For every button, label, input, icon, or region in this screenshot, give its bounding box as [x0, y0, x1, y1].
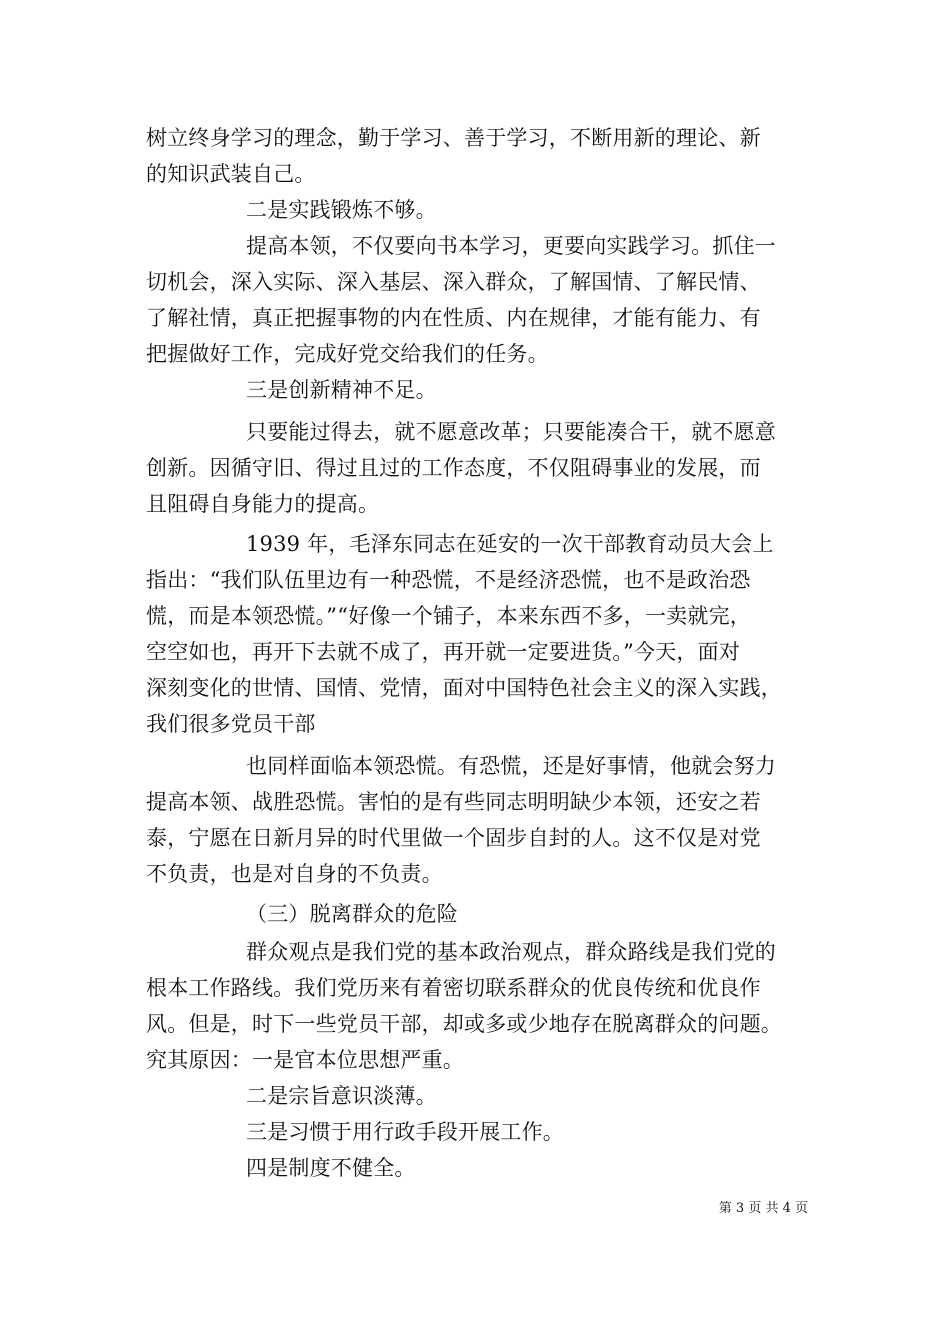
page-number-footer: 第 3 页 共 4 页 [718, 1201, 808, 1216]
body-text-line: 风。但是，时下一些党员干部，却或多或少地存在脱离群众的问题。 [146, 1012, 782, 1036]
section-subheading: 二是实践锻炼不够。 [246, 198, 437, 222]
body-text-line: 了解社情，真正把握事物的内在性质、内在规律，才能有能力、有 [146, 306, 761, 330]
body-text-line: 我们很多党员干部 [146, 712, 316, 736]
body-text-line: 指出：“我们队伍里边有一种恐慌，不是经济恐慌，也不是政治恐 [146, 568, 751, 592]
section-heading: （三）脱离群众的危险 [246, 902, 458, 926]
body-text-line: 只要能过得去，就不愿意改革；只要能凑合干，就不愿意 [246, 420, 776, 444]
body-text-line: 创新。因循守旧、得过且过的工作态度，不仅阻碍事业的发展，而 [146, 456, 761, 480]
body-text-line: 提高本领、战胜恐慌。害怕的是有些同志明明缺少本领，还安之若 [146, 790, 761, 814]
body-text-line: 深刻变化的世情、国情、党情，面对中国特色社会主义的深入实践， [146, 676, 782, 700]
body-text-line: 且阻碍自身能力的提高。 [146, 492, 380, 516]
body-text-line: 群众观点是我们党的基本政治观点，群众路线是我们党的 [246, 940, 776, 964]
body-text-line: 提高本领，不仅要向书本学习，更要向实践学习。抓住一 [246, 234, 776, 258]
body-text-line: 慌，而是本领恐慌。”“好像一个铺子，本来东西不多，一卖就完， [146, 604, 751, 628]
body-text-line: 泰，宁愿在日新月异的时代里做一个固步自封的人。这不仅是对党 [146, 826, 761, 850]
body-text-line: 把握做好工作，完成好党交给我们的任务。 [146, 342, 549, 366]
body-text-line: 切机会，深入实际、深入基层、深入群众，了解国情、了解民情、 [146, 270, 761, 294]
body-text-line: 空空如也，再开下去就不成了，再开就一定要进货。”今天，面对 [146, 640, 741, 664]
section-subheading: 三是习惯于用行政手段开展工作。 [246, 1120, 564, 1144]
section-subheading: 四是制度不健全。 [246, 1156, 416, 1180]
body-text-line: 的知识武装自己。 [146, 162, 316, 186]
body-text-line: 究其原因：一是官本位思想严重。 [146, 1048, 464, 1072]
body-text-line: 也同样面临本领恐慌。有恐慌，还是好事情，他就会努力 [246, 754, 776, 778]
body-text-line: 树立终身学习的理念，勤于学习、善于学习，不断用新的理论、新 [146, 126, 761, 150]
body-text-line: 1939 年，毛泽东同志在延安的一次干部教育动员大会上 [246, 532, 774, 556]
section-subheading: 三是创新精神不足。 [246, 378, 437, 402]
body-text-line: 不负责，也是对自身的不负责。 [146, 862, 443, 886]
section-subheading: 二是宗旨意识淡薄。 [246, 1084, 437, 1108]
body-text-line: 根本工作路线。我们党历来有着密切联系群众的优良传统和优良作 [146, 976, 761, 1000]
